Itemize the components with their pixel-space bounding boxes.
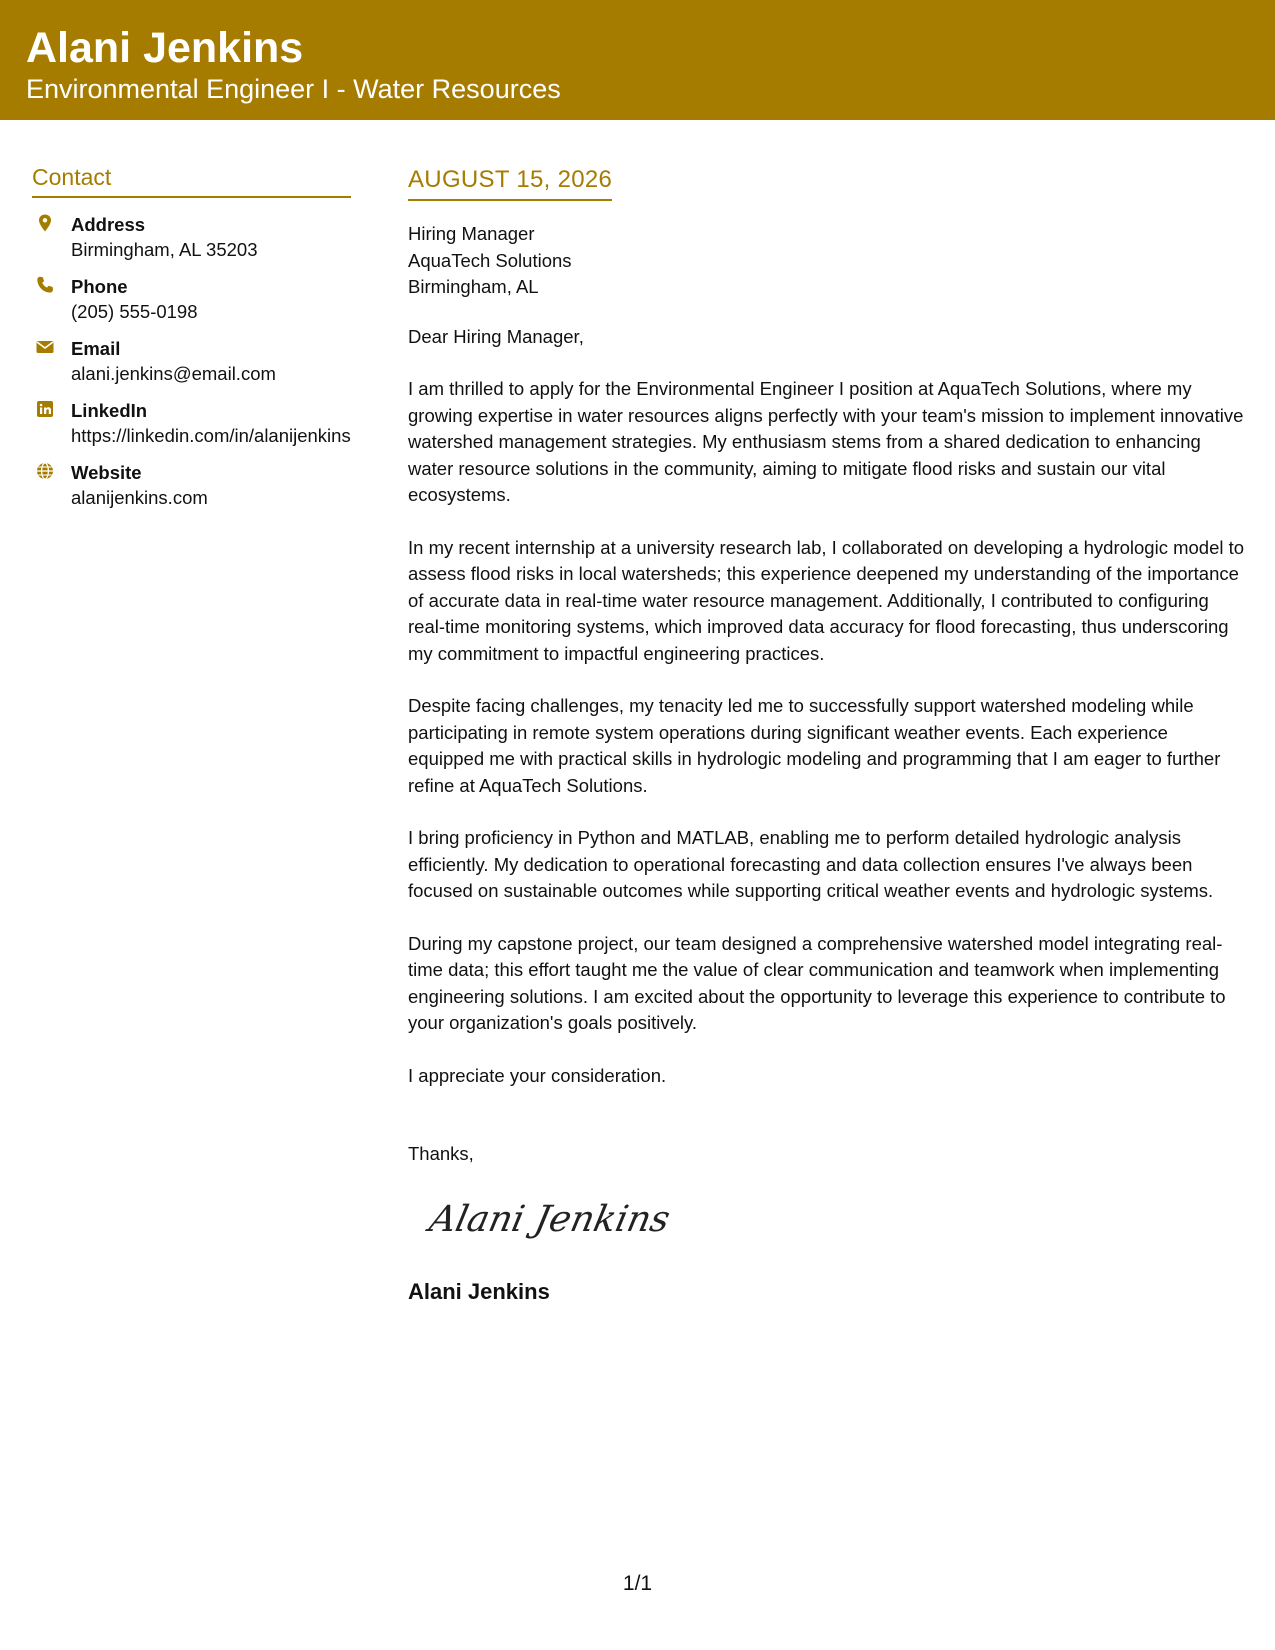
linkedin-icon <box>35 399 55 419</box>
email-value: alani.jenkins@email.com <box>71 363 276 384</box>
map-pin-icon <box>35 213 55 233</box>
recipient-company: AquaTech Solutions <box>408 249 572 271</box>
letter-body <box>408 164 1248 1306</box>
website-label: Website <box>71 462 142 483</box>
applicant-name: Alani Jenkins <box>26 24 304 72</box>
paragraph: In my recent internship at a university research lab, I collaborated on developing a hydrologic model to assess flood risks in local watersheds; this experience deepened my understanding of the importance of accurate data in real-time water resource management. Additionally, I contributed to configuring real-time monitoring systems, which improved data accuracy for flood forecasting, thus underscoring my commitment to impactful engineering practices. <box>408 536 1245 664</box>
contact-item-phone <box>32 274 351 324</box>
paragraph: Despite facing challenges, my tenacity led me to successfully support watershed modeling while participating in remote system operations during significant weather events. Each experience equipped me with practical skills in hydrologic modeling and programming that I am eager to further refine at AquaTech Solutions. <box>408 695 1221 796</box>
contact-item-email <box>32 336 351 386</box>
address-value: Birmingham, AL 35203 <box>71 239 258 260</box>
linkedin-label: LinkedIn <box>71 400 148 421</box>
recipient-location: Birmingham, AL <box>408 276 539 297</box>
contact-item-linkedin <box>32 398 351 448</box>
closing-line: I appreciate your consideration. <box>408 1064 667 1086</box>
globe-icon <box>35 461 55 481</box>
email-label: Email <box>71 338 121 359</box>
recipient-block <box>408 221 1248 301</box>
linkedin-url[interactable]: https://linkedin.com/in/alanijenkins <box>71 425 351 446</box>
signer-name: Alani Jenkins <box>408 1278 550 1304</box>
paragraph: During my capstone project, our team designed a comprehensive watershed model integrating real-time data; this effort taught me the value of clear communication and teamwork when implementing engineering solutions. I am excited about the opportunity to leverage this experience to contribute to your organization's goals positively. <box>408 932 1226 1033</box>
phone-icon <box>35 275 55 295</box>
contact-item-website <box>32 460 351 510</box>
salutation: Dear Hiring Manager, <box>408 325 584 347</box>
address-label: Address <box>71 214 146 235</box>
letter-date: AUGUST 15, 2026 <box>408 164 612 201</box>
contact-sidebar <box>32 162 351 522</box>
handwritten-signature: Alani Jenkins <box>425 1198 674 1240</box>
contact-item-address <box>32 212 351 262</box>
job-title: Environmental Engineer I - Water Resources <box>26 74 561 104</box>
header-banner <box>0 0 1275 120</box>
website-url[interactable]: alanijenkins.com <box>71 487 208 508</box>
recipient-line: Hiring Manager <box>408 223 535 244</box>
page-number: 1/1 <box>622 1572 653 1595</box>
envelope-icon <box>35 337 55 357</box>
phone-label: Phone <box>71 276 128 297</box>
phone-value: (205) 555-0198 <box>71 301 198 322</box>
signoff: Thanks, <box>408 1143 474 1164</box>
paragraph: I bring proficiency in Python and MATLAB, enabling me to perform detailed hydrologic analysis efficiently. My dedication to operational forecasting and data collection ensures I've always been focused on sustainable outcomes while supporting critical weather events and hydrologic systems. <box>408 827 1214 901</box>
contact-heading: Contact <box>32 162 351 198</box>
paragraph: I am thrilled to apply for the Environmental Engineer I position at AquaTech Solutions, where my growing expertise in water resources aligns perfectly with your team's mission to implement innovative watershed management strategies. My enthusiasm stems from a shared dedication to enhancing water resource solutions in the community, aiming to mitigate flood risks and sustain our vital ecosystems. <box>408 378 1244 505</box>
